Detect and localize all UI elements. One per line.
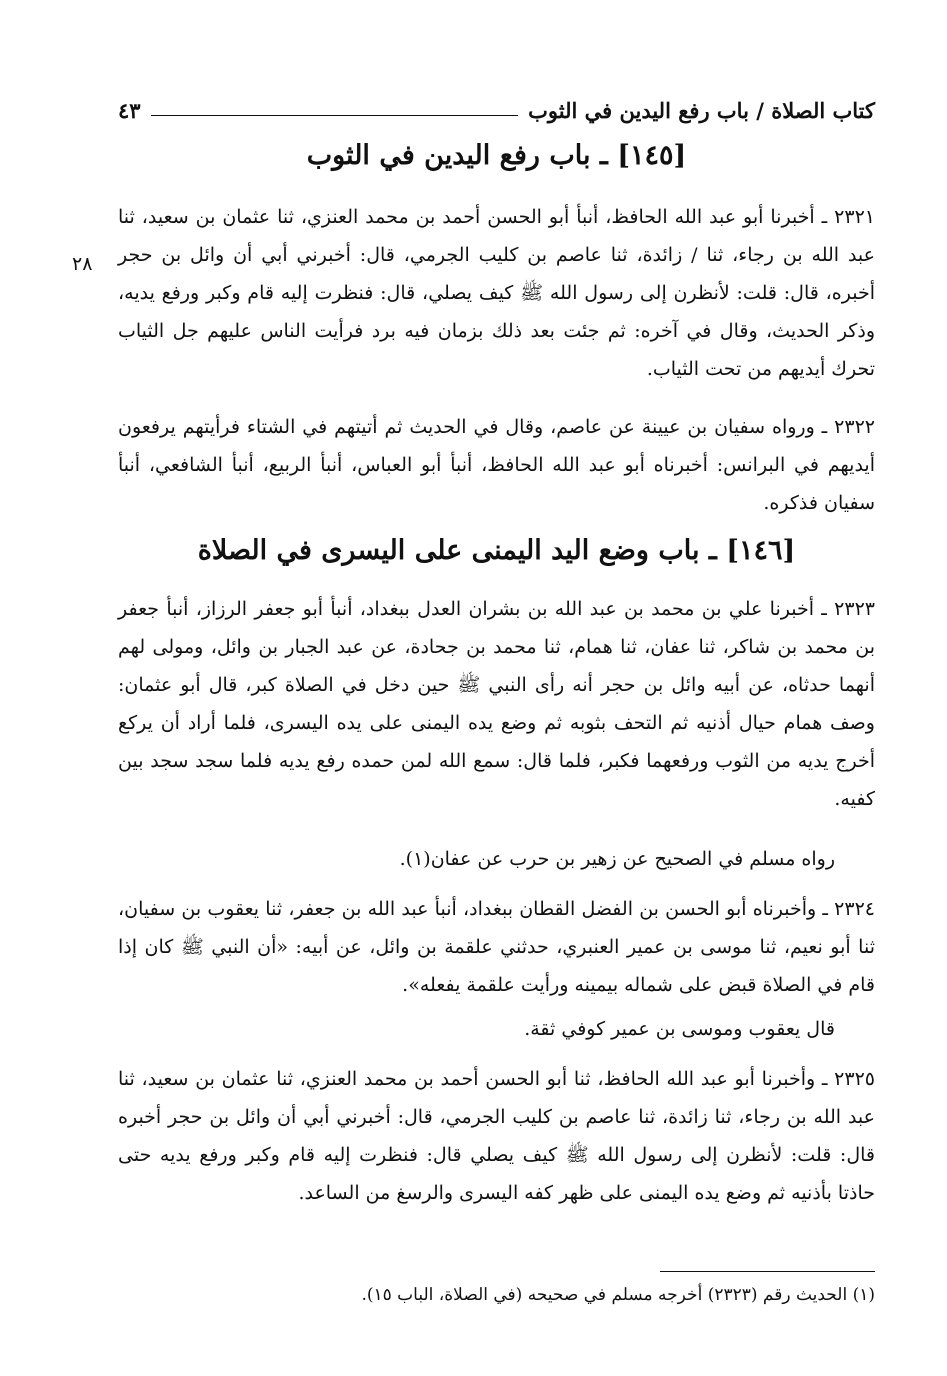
hadith-2324-note: قال يعقوب وموسى بن عمير كوفي ثقة.: [524, 1018, 835, 1040]
margin-folio-note: ٢٨: [72, 253, 93, 275]
hadith-2322: ٢٣٢٢ ـ ورواه سفيان بن عيينة عن عاصم، وقال في الحديث ثم أتيتهم في الشتاء فرأيتهم يرفعون أيديهم في البرانس: أخبرناه أبو عبد الله الحافظ، أنبأ أبو العباس، أنبأ الربيع، أنبأ الشافعي، أنبأ سفيان فذكره.: [118, 416, 875, 514]
hadith-2323: ٢٣٢٣ ـ أخبرنا علي بن محمد بن عبد الله بن بشران العدل ببغداد، أنبأ أبو جعفر الرزاز، أنبأ جعفر بن محمد بن شاكر، ثنا عفان، ثنا همام، ثنا محمد بن جحادة، عن عبد الجبار بن وائل، ومولى لهم أنهما حدثاه، عن أبيه وائل بن حجر أنه رأى النبي ﷺ حين دخل في الصلاة كبر، قال أبو عثمان: وصف همام حيال أذنيه ثم التحف بثوبه ثم وضع يده اليمنى على يده اليسرى، فلما أراد أن يركع أخرج يديه من الثوب ورفعهما فكبر، فلما قال: سمع الله لمن حمده رفع يديه فلما سجد سجد بين كفيه.: [118, 598, 875, 810]
hadith-2323-source: رواه مسلم في الصحيح عن زهير بن حرب عن عفان(١).: [399, 848, 835, 870]
chapter-heading-145: [١٤٥] ـ باب رفع اليدين في الثوب: [306, 140, 687, 171]
footnote-rule: [660, 1271, 875, 1272]
running-header: [118, 92, 875, 128]
page-number: ٤٣: [118, 97, 141, 123]
header-rule: [151, 115, 519, 116]
running-title: كتاب الصلاة / باب رفع اليدين في الثوب: [528, 97, 875, 123]
hadith-2325: ٢٣٢٥ ـ وأخبرنا أبو عبد الله الحافظ، ثنا أبو الحسن أحمد بن محمد العنزي، ثنا عثمان بن سعيد، ثنا عبد الله بن رجاء، ثنا زائدة، ثنا عاصم بن كليب الجرمي، قال: أخبرني أبي أن وائل بن حجر أخبره قال: قلت: لأنظرن إلى رسول الله ﷺ كيف يصلي قال: فنظرت إليه قام وكبر ورفع يديه حتى حاذتا بأذنيه ثم وضع يده اليمنى على ظهر كفه اليسرى والرسغ من الساعد.: [118, 1068, 875, 1204]
chapter-heading-146: [١٤٦] ـ باب وضع اليد اليمنى على اليسرى في الصلاة: [197, 535, 796, 566]
hadith-2321: ٢٣٢١ ـ أخبرنا أبو عبد الله الحافظ، أنبأ أبو الحسن أحمد بن محمد العنزي، ثنا عثمان بن سعيد، ثنا عبد الله بن رجاء، ثنا / زائدة، ثنا عاصم بن كليب الجرمي، قال: أخبرني أبي أن وائل بن حجر أخبره، قال: قلت: لأنظرن إلى رسول الله ﷺ كيف يصلي، قال: فنظرت إليه قام وكبر ورفع يديه، وذكر الحديث، وقال في آخره: ثم جئت بعد ذلك بزمان فيه برد فرأيت الناس عليهم جل الثياب تحرك أيديهم من تحت الثياب.: [118, 206, 875, 380]
footnote: (١) الحديث رقم (٢٣٢٣) أخرجه مسلم في صحيحه (في الصلاة، الباب ١٥).: [361, 1285, 875, 1305]
hadith-2324: ٢٣٢٤ ـ وأخبرناه أبو الحسن بن الفضل القطان ببغداد، أنبأ عبد الله بن جعفر، ثنا يعقوب بن سفيان، ثنا أبو نعيم، ثنا موسى بن عمير العنبري، حدثني علقمة بن وائل، عن أبيه: «أن النبي ﷺ كان إذا قام في الصلاة قبض على شماله بيمينه ورأيت علقمة يفعله».: [118, 898, 875, 996]
